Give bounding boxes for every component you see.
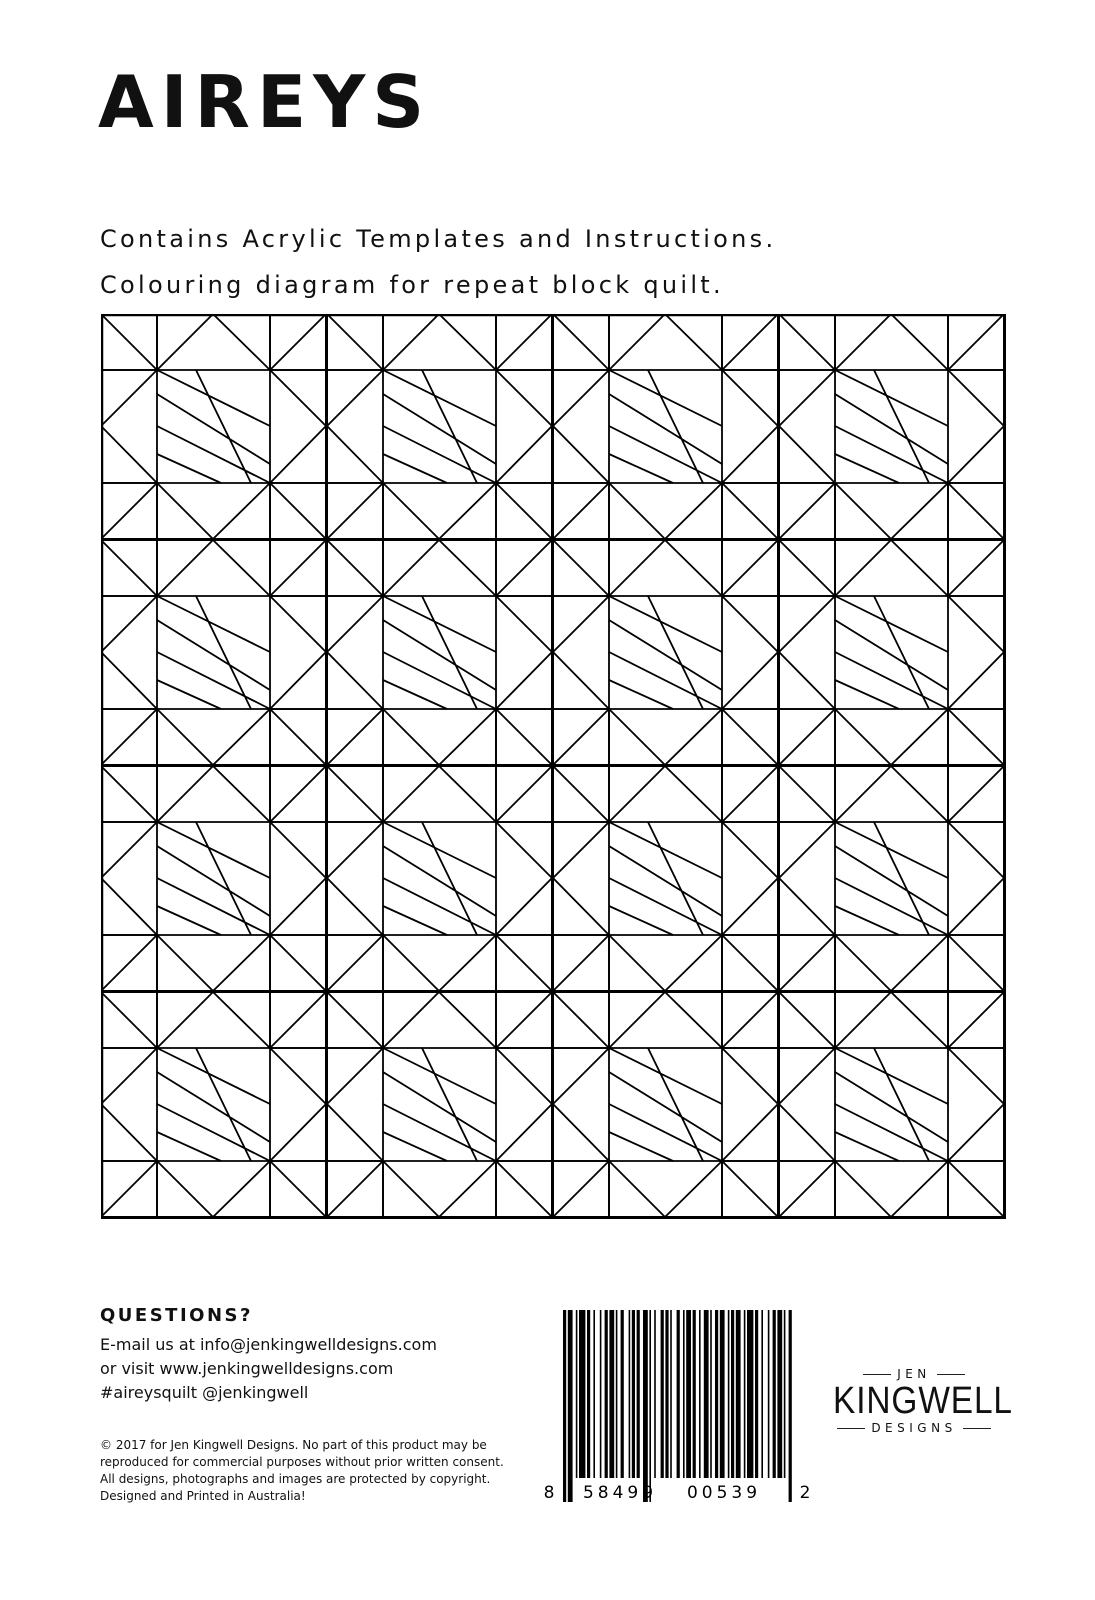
website-contact[interactable]: or visit www.jenkingwelldesigns.com [100, 1359, 394, 1378]
copyright-line: All designs, photographs and images are protected by copyright. [100, 1472, 491, 1486]
pattern-title: AIREYS [98, 60, 432, 144]
questions-heading: QUESTIONS? [100, 1305, 253, 1326]
social-tags: #aireysquilt @jenkingwell [100, 1383, 309, 1402]
block-grid [101, 314, 1004, 1217]
barcode-group-2: 00539 [686, 1483, 762, 1503]
barcode-bars [563, 1310, 792, 1502]
copyright-line: Designed and Printed in Australia! [100, 1489, 306, 1503]
logo-bottom-text: DESIGNS [871, 1421, 957, 1435]
email-contact[interactable]: E-mail us at info@jenkingwelldesigns.com [100, 1335, 437, 1354]
copyright-line: reproduced for commercial purposes without prior written consent. [100, 1455, 504, 1469]
barcode-digit-right: 2 [799, 1483, 811, 1503]
contents-description: Contains Acrylic Templates and Instructions. [100, 225, 777, 253]
questions-section [100, 1305, 520, 1405]
logo-main-text: KINGWELL [833, 1380, 1013, 1422]
jen-kingwell-logo [822, 1367, 1013, 1435]
diagram-description: Colouring diagram for repeat block quilt. [100, 271, 724, 299]
copyright-line: © 2017 for Jen Kingwell Designs. No part of this product may be [100, 1438, 487, 1452]
copyright-notice [100, 1437, 520, 1505]
product-barcode [543, 1310, 813, 1510]
barcode-group-1: 58499 [582, 1483, 658, 1503]
quilt-colouring-diagram [101, 314, 1006, 1219]
barcode-digit-left: 8 [543, 1483, 555, 1503]
logo-top-text: JEN [897, 1367, 931, 1381]
